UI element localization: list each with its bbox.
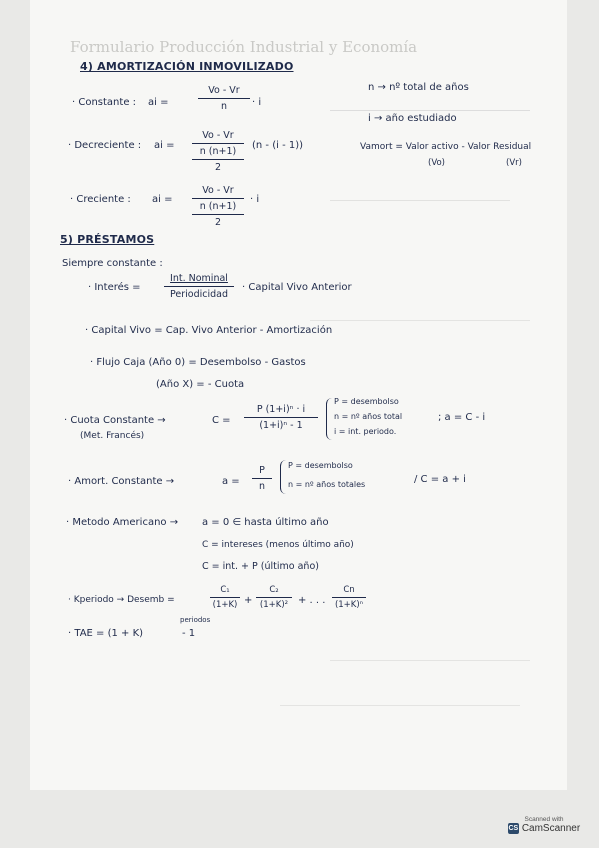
kperiodo-fraction-1 [210, 585, 240, 610]
cuota-constante-label: · Cuota Constante → [64, 415, 166, 426]
amort-constante-label: · Amort. Constante → [68, 476, 175, 487]
note-n-total-anos: n → nº total de años [368, 82, 469, 93]
section-4-title: 4) AMORTIZACIÓN INMOVILIZADO [80, 60, 294, 73]
cuota-fraction [244, 404, 318, 431]
stamp-brand-text: CamScanner [521, 823, 581, 834]
flujo-caja-ano-0: · Flujo Caja (Año 0) = Desembolso - Gastos [90, 357, 306, 368]
fraction-denominator: (1+i)ⁿ - 1 [259, 420, 303, 432]
bleed-through-line [280, 705, 520, 706]
constante-tail: · i [252, 97, 262, 108]
note-vr: (Vr) [506, 158, 522, 168]
amort-brace-line-2: n = nº años totales [288, 480, 366, 489]
constante-lhs: ai = [148, 97, 169, 108]
camscanner-stamp [503, 810, 585, 840]
americano-line-1: a = 0 ∈ hasta último año [202, 517, 329, 528]
kperiodo-plus: + [244, 595, 253, 606]
interes-tail: · Capital Vivo Anterior [242, 282, 352, 293]
creciente-tail: · i [250, 194, 260, 205]
fraction-bar [256, 597, 292, 598]
bleed-through-line [330, 660, 530, 661]
bleed-through-line [330, 200, 510, 201]
fraction-numerator: P [259, 465, 265, 476]
fraction-numerator: Cn [343, 585, 355, 595]
fraction-numerator: Vo - Vr [208, 85, 240, 96]
decreciente-label: · Decreciente : [68, 140, 142, 151]
constante-label: · Constante : [72, 97, 137, 108]
fraction-numerator: P (1+i)ⁿ · i [256, 404, 306, 415]
stamp-top-text: Scanned with [524, 816, 564, 823]
americano-label: · Metodo Americano → [66, 517, 179, 528]
decreciente-lhs: ai = [154, 140, 175, 151]
fraction-numerator: Vo - Vr [202, 185, 234, 196]
note-vo: (Vo) [428, 158, 445, 168]
amort-fraction [252, 465, 272, 492]
capital-vivo-formula: · Capital Vivo = Cap. Vivo Anterior - Amortización [85, 325, 333, 336]
cuota-brace [326, 398, 333, 440]
fraction-bar [252, 478, 272, 479]
interes-fraction [164, 273, 234, 300]
siempre-constante: Siempre constante : [62, 258, 163, 269]
bleed-through-line [310, 320, 530, 321]
decreciente-fraction [192, 130, 244, 173]
fraction-denominator: (1+K) [212, 600, 238, 611]
fraction-bar [332, 597, 366, 598]
cuota-tail: ; a = C - i [438, 412, 486, 423]
stamp-brand [508, 823, 580, 834]
fraction-numerator: Vo - Vr [202, 130, 234, 141]
fraction-denominator: n (n+1) [199, 146, 237, 158]
bleed-through-title: Formulario Producción Industrial y Economía [70, 38, 418, 56]
amort-tail: / C = a + i [414, 474, 466, 485]
fraction-denominator: Periodicidad [169, 289, 228, 301]
fraction-bar [164, 286, 234, 287]
cuota-constante-sub: (Met. Francés) [80, 431, 145, 441]
creciente-label: · Creciente : [70, 194, 131, 205]
fraction-bar [244, 417, 318, 418]
kperiodo-label: · Kperiodo → Desemb = [68, 595, 175, 605]
note-vamort: Vamort = Valor activo - Valor Residual [360, 142, 532, 152]
cuota-brace-line-3: i = int. periodo. [334, 427, 397, 436]
constante-fraction [198, 85, 250, 112]
amort-brace [280, 460, 287, 494]
kperiodo-fraction-n [332, 585, 366, 610]
decreciente-tail: (n - (i - 1)) [252, 140, 304, 151]
fraction-bar [198, 98, 250, 99]
creciente-lhs: ai = [152, 194, 173, 205]
tae-exponent: periodos [180, 616, 211, 624]
tae-tail: - 1 [182, 628, 196, 639]
fraction-denominator: n [258, 481, 266, 493]
camscanner-logo-icon: CS [508, 825, 519, 832]
fraction-numerator: C₁ [220, 585, 230, 595]
fraction-bar [210, 597, 240, 598]
creciente-fraction [192, 185, 244, 228]
fraction-numerator: Int. Nominal [170, 273, 228, 284]
scanned-page [30, 0, 567, 790]
kperiodo-fraction-2 [256, 585, 292, 610]
fraction-denominator: n (n+1) [199, 201, 237, 213]
fraction-denominator: n [220, 101, 228, 113]
flujo-caja-ano-x: (Año X) = - Cuota [156, 379, 245, 390]
fraction-denominator-2: 2 [214, 217, 222, 229]
fraction-denominator-2: 2 [214, 162, 222, 174]
fraction-bar [192, 198, 244, 199]
americano-line-2: C = intereses (menos último año) [202, 540, 354, 550]
cuota-lhs: C = [212, 415, 231, 426]
fraction-denominator: (1+K)² [259, 600, 289, 611]
cuota-brace-line-2: n = nº años total [334, 412, 403, 421]
fraction-denominator: (1+K)ⁿ [334, 600, 364, 611]
americano-line-3: C = int. + P (último año) [202, 561, 319, 572]
amort-lhs: a = [222, 476, 240, 487]
interes-label: · Interés = [88, 282, 141, 293]
fraction-numerator: C₂ [269, 585, 279, 595]
note-i-ano-estudiado: i → año estudiado [368, 113, 457, 124]
cuota-brace-line-1: P = desembolso [334, 397, 399, 406]
kperiodo-dots: + . . . [298, 595, 326, 606]
fraction-bar [192, 214, 244, 215]
section-5-title: 5) PRÉSTAMOS [60, 233, 155, 246]
tae-formula: · TAE = (1 + K) [68, 628, 144, 639]
amort-brace-line-1: P = desembolso [288, 461, 353, 470]
bleed-through-line [330, 110, 530, 111]
fraction-bar [192, 143, 244, 144]
fraction-bar [192, 159, 244, 160]
